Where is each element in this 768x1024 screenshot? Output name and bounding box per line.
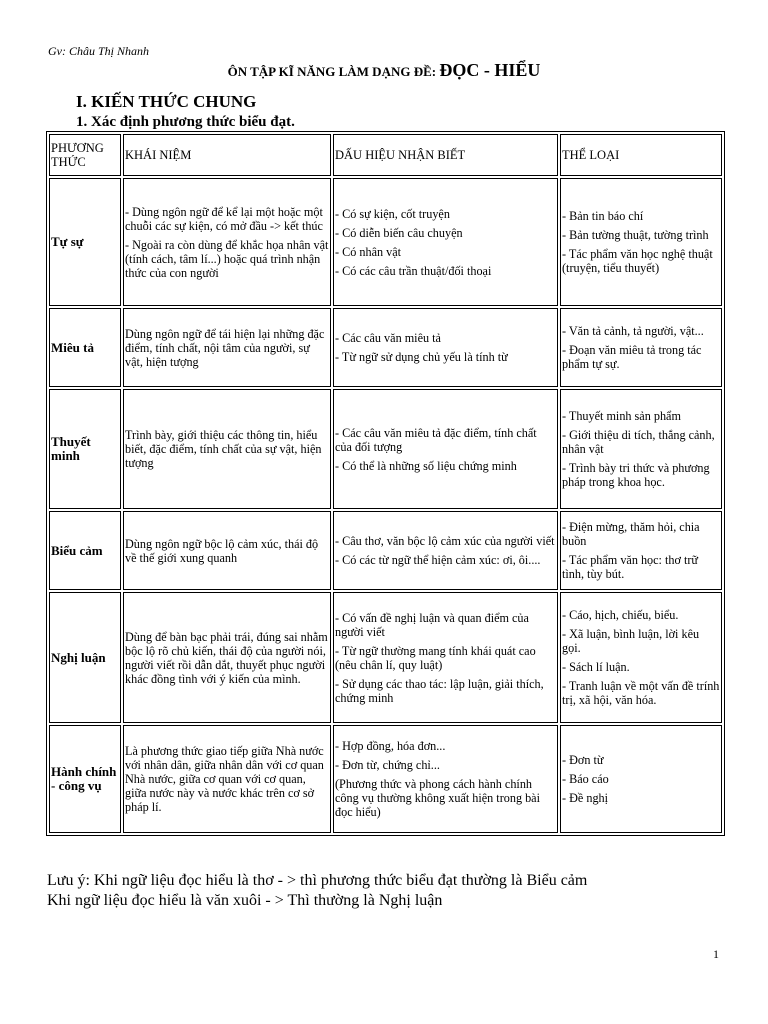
concept-cell — [123, 511, 331, 590]
cell-line: Dùng để bàn bạc phải trái, đúng sai nhằm bộc lộ rõ chủ kiến, thái độ của người nói, người viết rồi dẫn dắt, thuyết phục người khác đồng tình với ý kiến của mình. — [125, 629, 328, 686]
cell-line: - Trình bày tri thức và phương pháp trong khoa học. — [562, 461, 710, 489]
cell-line: - Văn tả cảnh, tả người, vật... — [562, 324, 704, 338]
cell-line: - Hợp đồng, hóa đơn... — [335, 739, 446, 753]
cell-line: - Từ ngữ thường mang tính khái quát cao (nêu chân lí, quy luật) — [335, 643, 536, 672]
cell-line: Dùng ngôn ngữ để tái hiện lại những đặc điểm, tính chất, nội tâm của người, sự vật, hiện tượng — [125, 326, 325, 369]
note-line: Khi ngữ liệu đọc hiểu là văn xuôi - > Thì thường là Nghị luận — [47, 892, 443, 909]
cell-line: - Có nhân vật — [335, 244, 402, 259]
concept-cell — [123, 308, 331, 387]
cell-line: - Đoạn văn miêu tả trong tác phẩm tự sự. — [562, 343, 702, 371]
title-prefix: ÔN TẬP KĨ NĂNG LÀM DẠNG ĐỀ: — [227, 64, 440, 79]
cell-line: - Cáo, hịch, chiếu, biểu. — [562, 608, 679, 622]
cell-line: - Giới thiệu di tích, thắng cảnh, nhân vật — [562, 428, 715, 456]
cell-line: Trình bày, giới thiệu các thông tin, hiểu biết, đặc điểm, tính chất của sự vật, hiện tượng — [125, 428, 322, 470]
cell-line: - Tranh luận về một vấn đề trính trị, xã hội, văn hóa. — [562, 679, 720, 707]
cell-line: - Thuyết minh sản phẩm — [562, 409, 681, 423]
col-header-signs: DẤU HIỆU NHẬN BIẾT — [333, 134, 558, 176]
genres-cell — [560, 592, 722, 723]
table-row — [49, 308, 722, 387]
cell-line: Dùng ngôn ngữ bộc lộ cảm xúc, thái độ về thế giới xung quanh — [125, 536, 319, 565]
signs-cell — [333, 389, 558, 509]
genres-cell — [560, 511, 722, 590]
cell-line: - Có các câu trần thuật/đối thoại — [335, 263, 492, 278]
note-line: Lưu ý: Khi ngữ liệu đọc hiểu là thơ - > thì phương thức biểu đạt thường là Biểu cảm — [47, 872, 588, 889]
genres-cell — [560, 725, 722, 833]
genres-cell — [560, 308, 722, 387]
document-title — [0, 60, 768, 81]
cell-line: - Đề nghị — [562, 791, 609, 805]
cell-line: - Xã luận, bình luận, lời kêu gọi. — [562, 627, 700, 655]
title-emphasis: ĐỌC - HIỂU — [439, 60, 541, 80]
cell-line: - Đơn từ, chứng chỉ... — [335, 758, 440, 772]
teacher-name: Gv: Châu Thị Nhanh — [48, 44, 150, 58]
col-header-genres: THỂ LOẠI — [560, 134, 722, 176]
cell-line: - Bản tường thuật, tường trình — [562, 228, 709, 242]
cell-line: - Các câu văn miêu tả — [335, 331, 441, 345]
col-header-method: PHƯƠNG THỨC — [49, 134, 121, 176]
cell-line: - Dùng ngôn ngữ để kể lại một hoặc một chuỗi các sự kiện, có mở đầu -> kết thúc — [125, 204, 323, 233]
table-row — [49, 511, 722, 590]
cell-line: - Tác phẩm văn học: thơ trữ tình, tùy bút. — [562, 553, 699, 581]
cell-line: - Ngoài ra còn dùng để khắc họa nhân vật (tính cách, tâm lí...) hoặc quá trình nhận thức của con người — [125, 237, 329, 280]
cell-line: - Tác phẩm văn học nghệ thuật (truyện, tiểu thuyết) — [562, 247, 713, 275]
cell-line: - Có thể là những số liệu chứng minh — [335, 458, 517, 473]
genres-cell — [560, 389, 722, 509]
table-row — [49, 725, 722, 833]
method-name: Thuyết minh — [49, 389, 121, 509]
signs-cell — [333, 592, 558, 723]
cell-line: - Báo cáo — [562, 772, 609, 786]
signs-cell — [333, 725, 558, 833]
method-name: Tự sự — [49, 178, 121, 306]
cell-line: (Phương thức và phong cách hành chính công vụ thường không xuất hiện trong bài đọc hiểu) — [335, 777, 540, 819]
page-number: 1 — [713, 947, 719, 961]
cell-line: - Từ ngữ sử dụng chủ yếu là tính từ — [335, 350, 508, 364]
signs-cell — [333, 511, 558, 590]
cell-line: - Điện mừng, thăm hỏi, chia buồn — [562, 520, 700, 548]
concept-cell — [123, 725, 331, 833]
cell-line: - Có các từ ngữ thể hiện cảm xúc: ơi, ôi.... — [335, 553, 541, 567]
cell-line: - Câu thơ, văn bộc lộ cảm xúc của người viết — [335, 534, 555, 548]
cell-line: - Đơn từ — [562, 753, 604, 767]
table-header-row — [49, 134, 722, 176]
table-row — [49, 592, 722, 723]
methods-table — [46, 131, 725, 836]
cell-line: Là phương thức giao tiếp giữa Nhà nước với nhân dân, giữa nhân dân với cơ quan Nhà nước, giữa cơ quan với cơ quan, giữa nước này và nước khác trên cơ sở pháp lí. — [125, 744, 324, 814]
cell-line: - Các câu văn miêu tả đặc điểm, tính chất của đối tượng — [335, 425, 537, 454]
signs-cell — [333, 178, 558, 306]
section-subheading: 1. Xác định phương thức biểu đạt. — [76, 114, 295, 130]
concept-cell — [123, 389, 331, 509]
table-row — [49, 178, 722, 306]
notes — [47, 871, 587, 911]
signs-cell — [333, 308, 558, 387]
cell-line: - Có diễn biến câu chuyện — [335, 225, 463, 240]
cell-line: - Sách lí luận. — [562, 660, 630, 674]
col-header-concept: KHÁI NIỆM — [123, 134, 331, 176]
cell-line: - Có vấn đề nghị luận và quan điểm của người viết — [335, 610, 529, 639]
genres-cell — [560, 178, 722, 306]
concept-cell — [123, 592, 331, 723]
cell-line: - Có sự kiện, cốt truyện — [335, 206, 450, 221]
cell-line: - Bản tin báo chí — [562, 209, 644, 223]
table-row — [49, 389, 722, 509]
method-name: Hành chính - công vụ — [49, 725, 121, 833]
method-name: Biểu cảm — [49, 511, 121, 590]
cell-line: - Sử dụng các thao tác: lập luận, giải thích, chứng minh — [335, 676, 544, 705]
section-heading: I. KIẾN THỨC CHUNG — [76, 92, 257, 111]
method-name: Nghị luận — [49, 592, 121, 723]
method-name: Miêu tả — [49, 308, 121, 387]
concept-cell — [123, 178, 331, 306]
